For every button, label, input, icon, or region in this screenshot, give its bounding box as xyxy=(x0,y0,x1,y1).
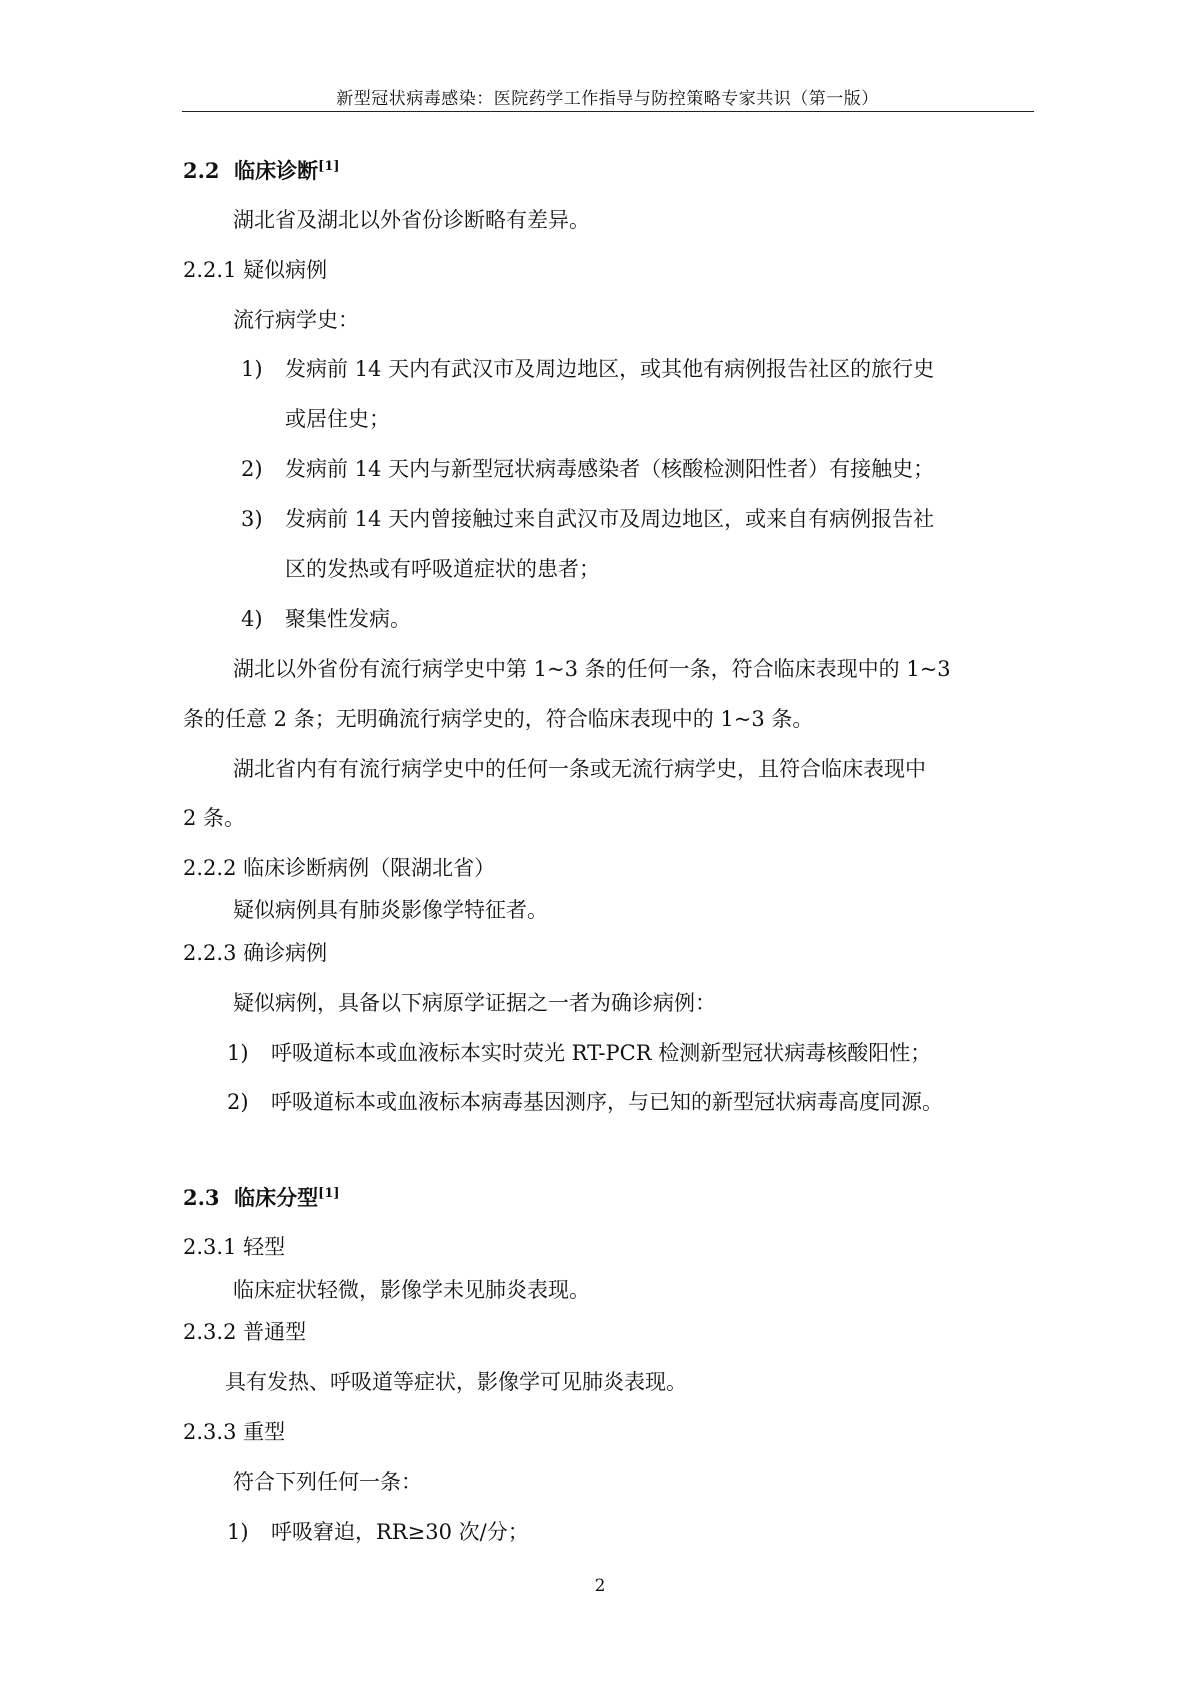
list-item-number: 1) xyxy=(227,1520,249,1544)
section-2-2-heading xyxy=(183,158,340,183)
list-item-text: 呼吸窘迫，RR≥30 次/分； xyxy=(271,1520,529,1544)
list-item-number: 4) xyxy=(241,607,263,631)
list-item-text: 发病前 14 天内有武汉市及周边地区，或其他有病例报告社区的旅行史 xyxy=(285,357,935,381)
list-item-text: 呼吸道标本或血液标本实时荧光 RT-PCR 检测新型冠状病毒核酸阳性； xyxy=(271,1041,932,1065)
section-title: 临床分型 xyxy=(234,1185,319,1210)
section-number: 2.2 xyxy=(183,158,220,183)
section-number: 2.3 xyxy=(183,1185,220,1210)
list-item xyxy=(241,507,934,532)
citation-ref: [1] xyxy=(318,159,340,174)
subsection-2-3-1-heading: 2.3.1 轻型 xyxy=(183,1235,286,1259)
list-item-number: 3) xyxy=(241,507,263,531)
list-item-continuation: 或居住史； xyxy=(285,407,390,431)
epidemiology-lead: 流行病学史： xyxy=(233,308,359,332)
confirmed-lead: 疑似病例，具备以下病原学证据之一者为确诊病例： xyxy=(233,991,716,1015)
criteria-paragraph-1-line-1: 湖北以外省份有流行病学史中第 1~3 条的任何一条，符合临床表现中的 1~3 xyxy=(233,657,951,681)
list-item-text: 发病前 14 天内与新型冠状病毒感染者（核酸检测阳性者）有接触史； xyxy=(285,457,935,481)
severe-lead: 符合下列任何一条： xyxy=(233,1470,422,1494)
subsection-2-3-2-body: 具有发热、呼吸道等症状，影像学可见肺炎表现。 xyxy=(225,1370,687,1394)
running-header: 新型冠状病毒感染：医院药学工作指导与防控策略专家共识（第一版） xyxy=(336,89,879,109)
list-item-number: 1) xyxy=(241,357,263,381)
list-item xyxy=(241,607,411,632)
citation-ref: [1] xyxy=(318,1186,340,1201)
criteria-paragraph-1-line-2: 条的任意 2 条；无明确流行病学史的，符合临床表现中的 1~3 条。 xyxy=(183,707,814,731)
subsection-2-2-3-heading: 2.2.3 确诊病例 xyxy=(183,941,328,965)
section-2-3-heading xyxy=(183,1185,340,1210)
subsection-2-2-2-body: 疑似病例具有肺炎影像学特征者。 xyxy=(233,898,548,922)
list-item xyxy=(241,357,934,382)
subsection-2-3-2-heading: 2.3.2 普通型 xyxy=(183,1320,307,1344)
subsection-2-3-3-heading: 2.3.3 重型 xyxy=(183,1420,286,1444)
list-item-text: 发病前 14 天内曾接触过来自武汉市及周边地区，或来自有病例报告社 xyxy=(285,507,935,531)
subsection-2-3-1-body: 临床症状轻微，影像学未见肺炎表现。 xyxy=(233,1278,590,1302)
subsection-2-2-2-heading: 2.2.2 临床诊断病例（限湖北省） xyxy=(183,856,496,880)
subsection-2-2-1-heading: 2.2.1 疑似病例 xyxy=(183,258,328,282)
list-item xyxy=(241,457,934,482)
criteria-paragraph-2-line-2: 2 条。 xyxy=(183,806,246,830)
page-number: 2 xyxy=(594,1576,606,1596)
header-rule xyxy=(182,111,1034,112)
criteria-paragraph-2-line-1: 湖北省内有有流行病学史中的任何一条或无流行病学史，且符合临床表现中 xyxy=(233,757,926,781)
list-item-text: 呼吸道标本或血液标本病毒基因测序，与已知的新型冠状病毒高度同源。 xyxy=(271,1090,943,1114)
list-item-number: 2) xyxy=(241,457,263,481)
list-item-continuation: 区的发热或有呼吸道症状的患者； xyxy=(285,557,600,581)
list-item xyxy=(227,1090,943,1115)
section-title: 临床诊断 xyxy=(234,158,319,183)
list-item-number: 2) xyxy=(227,1090,249,1114)
list-item xyxy=(227,1520,529,1545)
list-item xyxy=(227,1041,931,1066)
list-item-number: 1) xyxy=(227,1041,249,1065)
section-2-2-intro: 湖北省及湖北以外省份诊断略有差异。 xyxy=(233,208,590,232)
list-item-text: 聚集性发病。 xyxy=(285,607,411,631)
